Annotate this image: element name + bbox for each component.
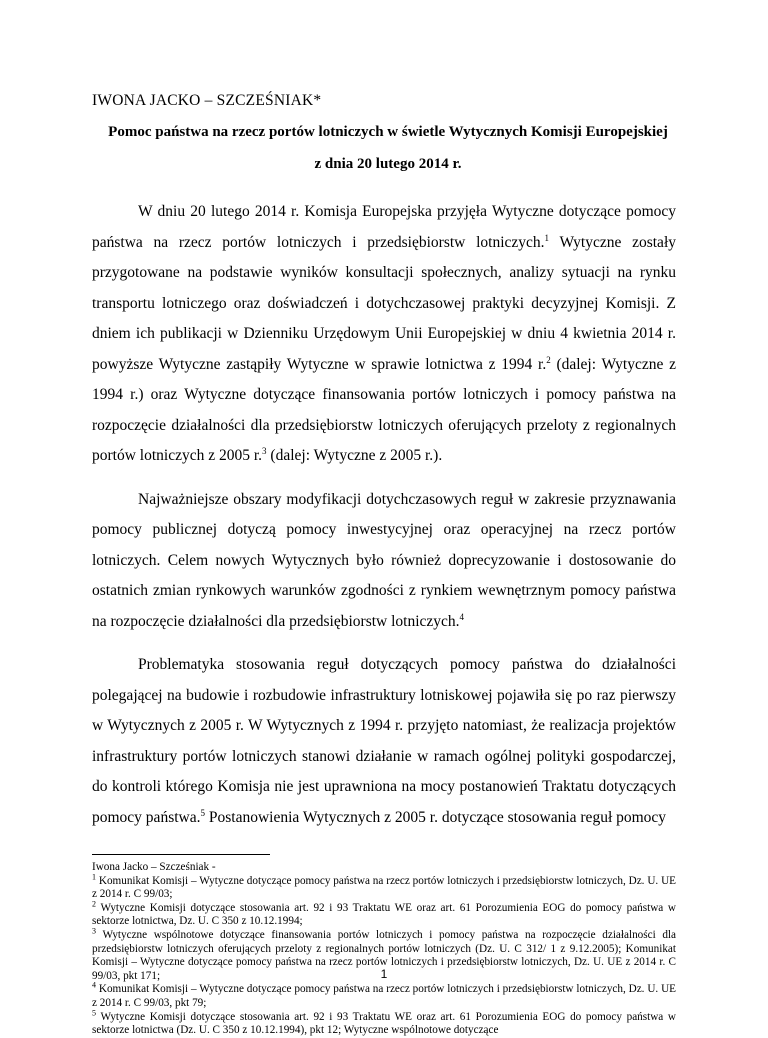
paragraph-1 xyxy=(92,197,676,472)
paragraph-1-text-a: W dniu 20 lutego 2014 r. Komisja Europejska przyjęła Wytyczne dotyczące pomocy państwa na rzecz portów lotniczych i przedsiębiorstw lotniczych. xyxy=(92,203,676,251)
paragraph-3-text-a: Problematyka stosowania reguł dotyczących pomocy państwa do działalności polegającej na budowie i rozbudowie infrastruktury lotniskowej pojawiła się po raz pierwszy w Wytycznych z 2005 r. W Wytycznych z 1994 r. przyjęto natomiast, że realizacja projektów infrastruktury portów lotniczych stanowi działanie w ramach ogólnej polityki gospodarczej, do kontroli którego Komisja nie jest uprawniona na mocy postanowień Traktatu dotyczących pomocy państwa. xyxy=(92,656,676,826)
paragraph-2 xyxy=(92,485,676,638)
footnote-2: $^2$ Wytyczne Komisji dotyczące stosowania art. 92 i 93 Traktatu WE oraz art. 61 Porozumienia EOG do pomocy państwa w sektorze lotnictwa, Dz. U. C 350 z 10.12.1994; xyxy=(92,899,676,928)
footnotes xyxy=(92,861,676,1038)
paragraph-1-text-c: (dalej: Wytyczne z 1994 r.) oraz Wytyczne dotyczące finansowania portów lotniczych i pomocy państwa na rozpoczęcie działalności dla przedsiębiorstw lotniczych oferujących przeloty z regionalnych portów lotniczych z 2005 r. xyxy=(92,355,676,464)
title-line-1: Pomoc państwa na rzecz portów lotniczych w świetle Wytycznych Komisji Europejskiej xyxy=(108,124,668,140)
paragraph-3-text-b: Postanowienia Wytycznych z 2005 r. dotyczące stosowania reguł pomocy xyxy=(204,808,667,826)
footnote-ref-4: 4 xyxy=(459,611,465,622)
paragraph-1-text-d: (dalej: Wytyczne z 2005 r.). xyxy=(266,447,443,464)
paragraph-2-text: Najważniejsze obszary modyfikacji dotychczasowych reguł w zakresie przyznawania pomocy publicznej dotyczą pomocy inwestycyjnej oraz operacyjnej na rzecz portów lotniczych. Celem nowych Wytycznych było również doprecyzowanie i dostosowanie do ostatnich zmian rynkowych warunków zgodności z rynkiem wewnętrznym pomocy państwa na rozpoczęcie działalności dla przedsiębiorstw lotniczych. xyxy=(92,490,676,630)
title-line-2: z dnia 20 lutego 2014 r. xyxy=(314,156,462,172)
footnote-author: Iwona Jacko – Szcześniak - xyxy=(92,861,216,873)
footnote-ref-5: 5 xyxy=(200,807,205,818)
footnote-4: $^4$ Komunikat Komisji – Wytyczne dotyczące pomocy państwa na rzecz portów lotniczych i przedsiębiorstw lotniczych, Dz. U. UE z 2014 r. C 99/03, pkt 79; xyxy=(92,980,676,1009)
page-number: 1 xyxy=(380,967,388,981)
paragraph-1-text-b: Wytyczne zostały przygotowane na podstawie wyników konsultacji społecznych, analizy sytuacji na rynku transportu lotniczego oraz doświadczeń i dotychczasowej praktyki decyzyjnej Komisji. Z dniem ich publikacji w Dzienniku Urzędowym Unii Europejskiej w dniu 4 kwietnia 2014 r. powyższe Wytyczne zastąpiły Wytyczne w sprawie lotnictwa z 1994 r. xyxy=(92,233,676,373)
footnote-ref-2: 2 xyxy=(546,354,551,365)
footnote-1: $^1$ Komunikat Komisji – Wytyczne dotyczące pomocy państwa na rzecz portów lotniczych i przedsiębiorstw lotniczych, Dz. U. UE z 2014 r. C 99/03; xyxy=(92,871,676,901)
article-body xyxy=(92,197,676,846)
footnote-ref-3: 3 xyxy=(262,445,267,456)
footnote-separator xyxy=(92,854,270,855)
author-name: IWONA JACKO – SZCZEŚNIAK* xyxy=(92,92,322,109)
footnote-3: $^3$ Wytyczne wspólnotowe dotyczące finansowania portów lotniczych i pomocy państwa na rozpoczęcie działalności dla przedsiębiorstw lotniczych oferujących przeloty z regionalnych portów lotniczych (Dz. U. C 312/ 1 z 9.12.2005); Komunikat Komisji – Wytyczne dotyczące pomocy państwa na rzecz portów lotniczych i przedsiębiorstw lotniczych, Dz. U. UE z 2014 r. C 99/03, pkt 171; xyxy=(92,926,676,982)
footnote-5: $^5$ Wytyczne Komisji dotyczące stosowania art. 92 i 93 Traktatu WE oraz art. 61 Porozumienia EOG do pomocy państwa w sektorze lotnictwa (Dz. U. C 350 z 10.12.1994), pkt 12; Wytyczne wspólnotowe dotyczące xyxy=(92,1007,676,1037)
footnote-ref-1: 1 xyxy=(544,232,550,243)
paragraph-3 xyxy=(92,650,676,833)
article-title xyxy=(92,116,684,180)
